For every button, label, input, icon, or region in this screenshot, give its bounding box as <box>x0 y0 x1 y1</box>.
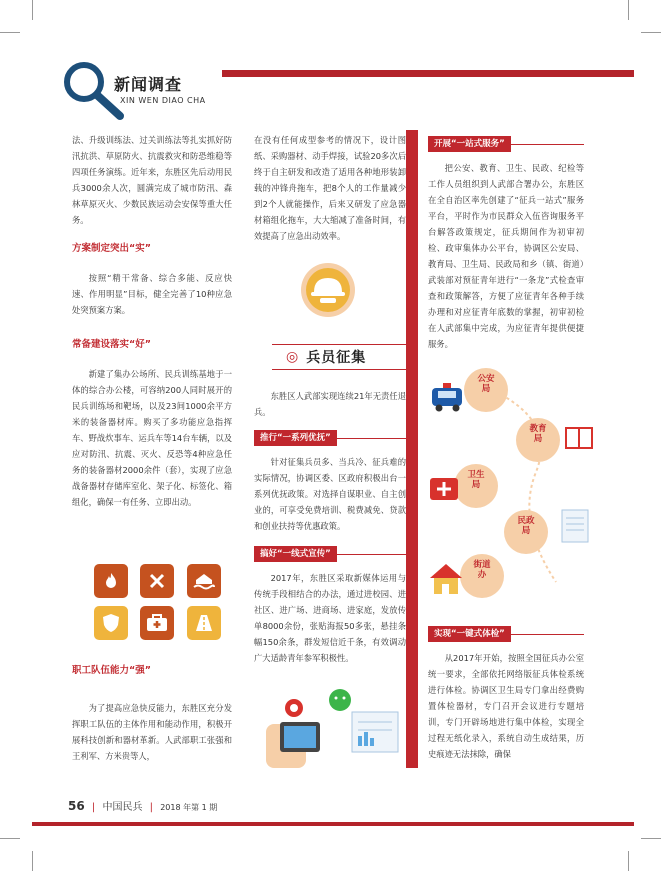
crop-mark <box>628 851 629 871</box>
crop-mark <box>641 838 661 839</box>
column-3-bottom <box>428 626 584 762</box>
boxed-heading <box>254 430 406 446</box>
paragraph: 法、升级训练法、过关训练法等扎实抓好防汛抗洪、草原防火、抗震救灾和防恐维稳等四项任务演练。近年来，东胜区先后动用民兵3000余人次，圆满完成了城市防汛、森林草原灭火、少数民族运动会安保等重大任务。 <box>72 135 232 225</box>
paragraph: 按照“精干常备、综合多能、反应快速、作用明显”目标，健全完善了10种应急处突预案方案。 <box>72 273 232 315</box>
crop-mark <box>628 0 629 20</box>
boxed-heading-label: 开展“一站式服务” <box>428 136 511 152</box>
page-footer: 56 | 中国民兵 | 2018 年第 1 期 <box>68 799 218 813</box>
page-number: 56 <box>68 799 85 813</box>
paragraph: 在没有任何成型参考的情况下，设计图纸、采购器材、动手焊接，试验20多次后终于自主研发和改造了适用各种地形装卸载的冲锋舟拖车，把8个人的工作量减少到2个人就能操作，后来又研发了应急器材箱组化拖车，大大缩减了准备时间，有效提高了应急出动效率。 <box>254 135 406 241</box>
paragraph: 针对征集兵员多、当兵冷、征兵难的实际情况，协调区委、区政府积极出台一系列优抚政策。对选择自谋职业、自主创业的，可享受免费培训、税费减免、贷款和创业扶持等优惠政策。 <box>254 457 406 531</box>
fire-icon <box>94 564 128 598</box>
column-1 <box>72 132 232 510</box>
wechat-icon <box>329 689 351 711</box>
crop-mark <box>0 838 20 839</box>
column-2-body <box>254 388 406 666</box>
boxed-heading-label: 搞好“一线式宣传” <box>254 546 337 562</box>
first-aid-kit-icon <box>140 606 174 640</box>
house-icon <box>430 564 462 594</box>
target-icon: ◎ <box>286 349 299 365</box>
paragraph: 把公安、教育、卫生、民政、纪检等工作人员组织到人武部合署办公，东胜区在全自治区率先创建了“征兵一站式”服务平台，平时作为市民群众入伍咨询服务平台解答政策规定，征兵期间作为初审初检、政审集体办公平台，协调区公安局、教育局、卫生局、民政局和乡（镇、街道）武装部对预征青年进行“一条龙”式检查审查和政策解答，方便了应征青年各种手续办理和对应征青年底数的掌握，初审初检在人武部集中完成，为应征青年提供便捷服务。 <box>428 163 584 349</box>
crop-mark <box>32 851 33 871</box>
column-1-bottom <box>72 664 232 764</box>
agency-illustration <box>426 362 602 602</box>
bubble-label: 民政局 <box>517 516 535 536</box>
footer-bar <box>32 822 634 826</box>
bubble-label: 教育局 <box>529 424 547 444</box>
paragraph: 为了提高应急快反能力，东胜区充分发挥职工队伍的主体作用和能动作用，积极开展科技创新和器材革新。人武部职工张强和王利军、方米贵等人， <box>72 703 232 761</box>
police-car-icon <box>432 383 462 412</box>
paragraph: 2017年，东胜区采取新媒体运用与传统手段相结合的办法，通过进校园、进社区、进广场、进商场、进家庭，发放传单8000余份，张贴海报50多张，悬挂条幅150余条，群发短信近千条，有效调动广大适龄青年参军积极性。 <box>254 573 406 663</box>
section-title: 新闻调查 <box>114 75 183 94</box>
road-icon <box>187 606 221 640</box>
recruitment-title-block <box>272 344 406 370</box>
bubble-label: 街道办 <box>473 560 491 580</box>
boxed-heading-label: 推行“一系列优抚” <box>254 430 337 446</box>
magazine-name: 中国民兵 <box>102 802 143 813</box>
education-book-icon <box>566 428 592 448</box>
boxed-heading <box>428 136 584 152</box>
decorative-strip <box>406 130 418 768</box>
crop-mark <box>32 0 33 20</box>
boxed-heading <box>254 546 406 562</box>
section-subtitle: XIN WEN DIAO CHA <box>120 96 206 105</box>
tools-icon <box>140 564 174 598</box>
document-icon <box>562 510 588 542</box>
helmet-icon <box>300 262 356 318</box>
paragraph: 新建了集办公场所、民兵训练基地于一体的综合办公楼，可容纳200人同时展开的民兵训练场和靶场，以及23间1000余平方米的装备器材库。购买了多功能应急指挥车、野战炊事车、运兵车等14台车辆，以及应对防汛、抗震、灭火、反恐等4种应急任务的装备器材2000余件（套），实现了应急战备器材存储库室化、架子化、标签化、箱组化，确保一有任务、立即出动。 <box>72 369 232 507</box>
medical-kit-icon <box>430 478 458 500</box>
subheading: 常备建设落实“好” <box>72 339 151 350</box>
column-2 <box>254 132 406 244</box>
subheading: 方案制定突出“实” <box>72 243 151 254</box>
shield-icon <box>94 606 128 640</box>
recruitment-title: 兵员征集 <box>306 350 367 366</box>
media-illustration <box>252 684 402 770</box>
boxed-heading <box>428 626 584 642</box>
header-bar <box>222 70 634 77</box>
bubble-label: 公安局 <box>477 374 495 394</box>
paragraph: 东胜区人武部实现连续21年无责任退兵。 <box>254 391 406 417</box>
flood-house-icon <box>187 564 221 598</box>
crop-mark <box>641 32 661 33</box>
bubble-label: 卫生局 <box>467 470 485 490</box>
boxed-heading-label: 实现“一键式体检” <box>428 626 511 642</box>
paragraph: 从2017年开始，按照全国征兵办公室统一要求，全部依托网络版征兵体检系统进行体检。协调区卫生局专门拿出经费购置体检器材，专门召开会议进行专题培训，专门开辟场地进行集中体检，实现全过程无纸化录入，系统自动生成结果，历史痕迹无法抹除，确保 <box>428 653 584 759</box>
column-3 <box>428 136 584 352</box>
subheading: 职工队伍能力“强” <box>72 665 151 676</box>
crop-mark <box>0 32 20 33</box>
issue-number: 2018 年第 1 期 <box>160 803 218 812</box>
